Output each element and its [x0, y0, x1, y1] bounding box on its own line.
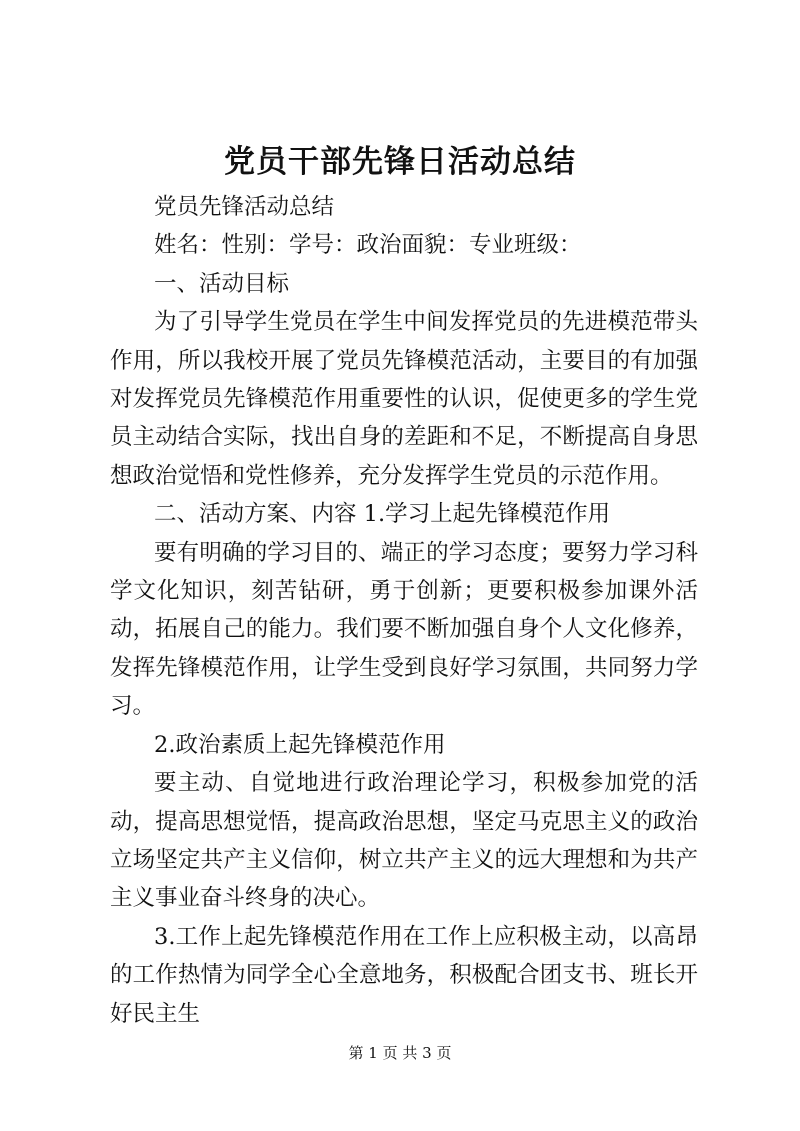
paragraph-work: 3.工作上起先锋模范作用在工作上应积极主动，以高昂的工作热情为同学全心全意地务，积极配合团支书、班长开好民主生	[110, 923, 698, 1027]
document-body	[110, 188, 698, 1033]
paragraph-goals: 为了引导学生党员在学生中间发挥党员的先进模范带头作用，所以我校开展了党员先锋模范活动，主要目的有加强对发挥党员先锋模范作用重要性的认识，促使更多的学生党员主动结合实际，找出自身的差距和不足，不断提高自身思想政治觉悟和党性修养，充分发挥学生党员的示范作用。	[110, 309, 698, 489]
document-title: 党员干部先锋日活动总结	[224, 144, 576, 180]
paragraph-study: 要有明确的学习目的、端正的学习态度；要努力学习科学文化知识，刻苦钻研，勇于创新；更要积极参加课外活动，拓展自己的能力。我们要不断加强自身个人文化修养，发挥先锋模范作用，让学生受到良好学习氛围，共同努力学习。	[110, 539, 698, 720]
paragraph-subtitle: 党员先锋活动总结	[154, 194, 335, 220]
page-footer: 第 1 页 共 3 页	[348, 1044, 452, 1062]
subheading-politics: 2.政治素质上起先锋模范作用	[154, 731, 446, 758]
section-heading-goals: 一、活动目标	[154, 270, 290, 297]
paragraph-politics: 要主动、自觉地进行政治理论学习，积极参加党的活动，提高思想觉悟，提高政治思想，坚定马克思主义的政治立场坚定共产主义信仰，树立共产主义的远大理想和为共产主义事业奋斗终身的决心。	[110, 770, 698, 912]
paragraph-form-fields: 姓名：性别：学号：政治面貌：专业班级：	[154, 232, 582, 259]
section-heading-plan: 二、活动方案、内容 1.学习上起先锋模范作用	[154, 501, 611, 528]
